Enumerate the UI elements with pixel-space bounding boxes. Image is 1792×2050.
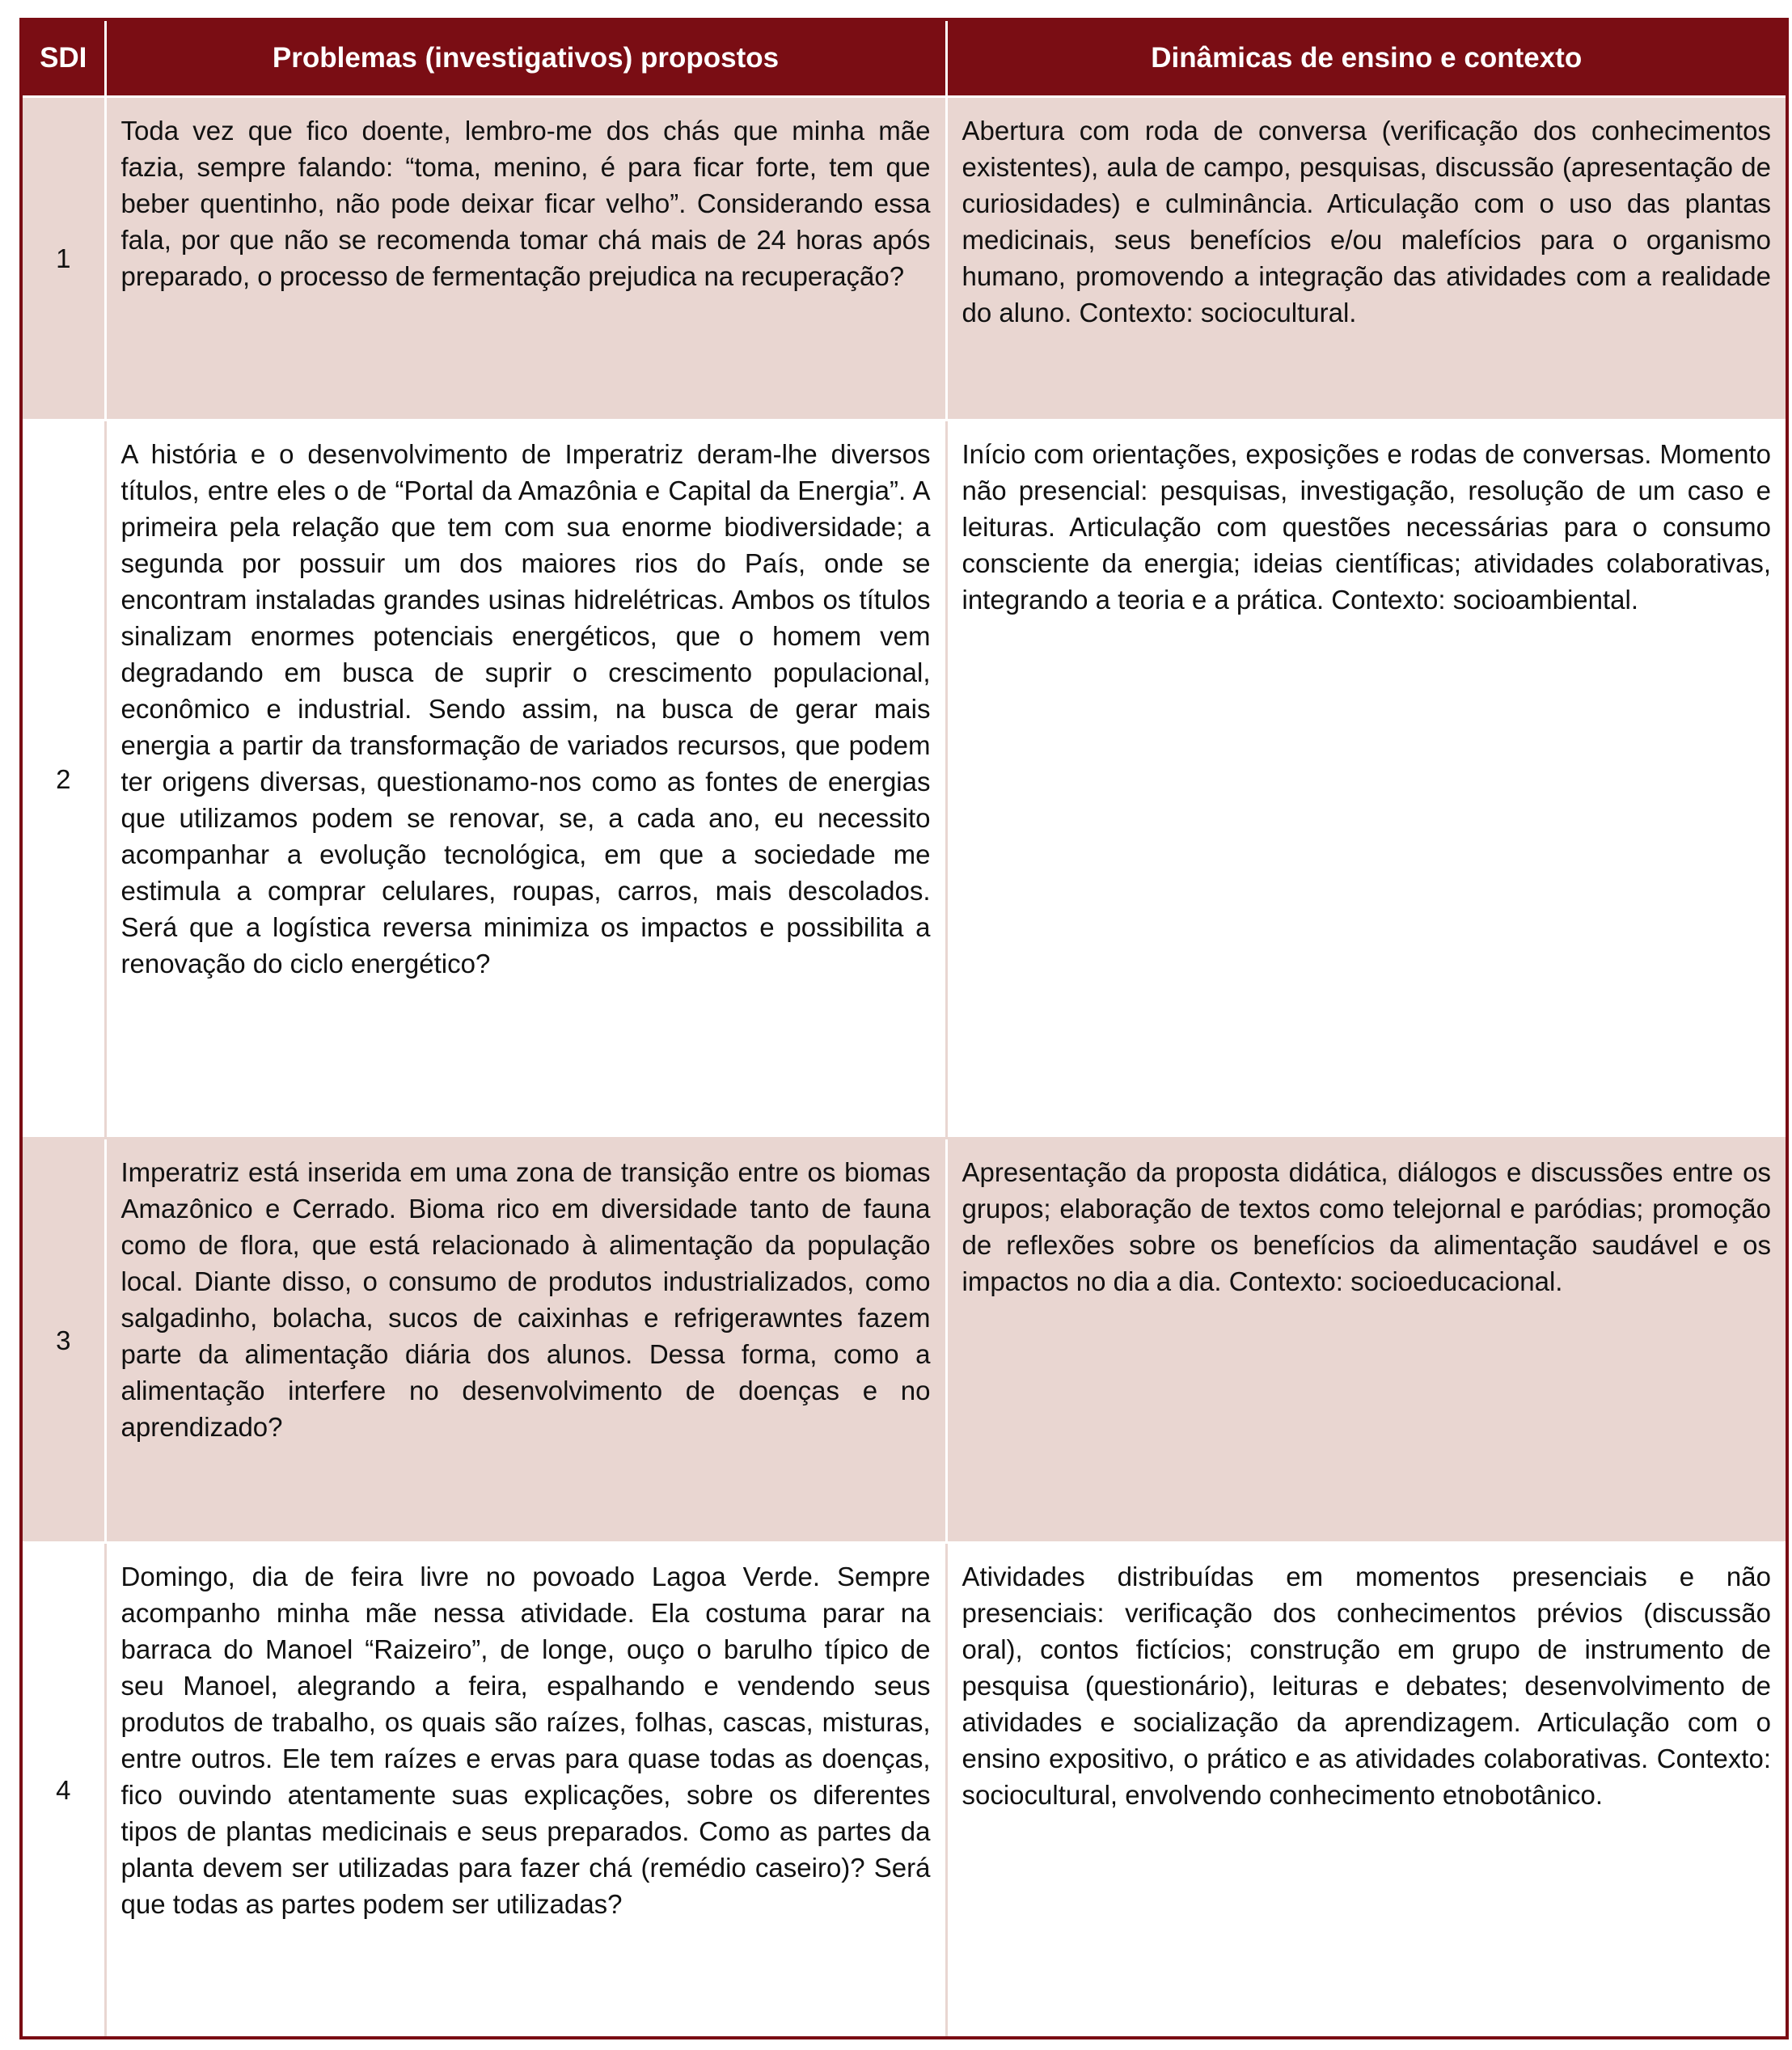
table-row	[21, 421, 1787, 1139]
problem-text: A história e o desenvolvimento de Imperatriz deram-lhe diversos títulos, entre eles o de “Portal da Amazônia e Capital da Energia”. A primeira pela relação que tem com sua enorme biodiversidade; a segunda por possuir um dos maiores rios do País, onde se encontram instaladas grandes usinas hidrelétricas. Ambos os títulos sinalizam enormes potenciais energéticos, que o homem vem degradando em busca de suprir o crescimento populacional, econômico e industrial. Sendo assim, na busca de gerar mais energia a partir da transformação de variados recursos, que podem ter origens diversas, questionamo-nos como as fontes de energias que utilizamos podem se renovar, se, a cada ano, eu necessito acompanhar a evolução tecnológica, em que a sociedade me estimula a comprar celulares, roupas, carros, mais descolados. Será que a logística reversa minimiza os impactos e possibilita a renovação do ciclo energético?	[105, 421, 946, 1139]
sdi-number: 1	[21, 97, 105, 421]
header-problems: Problemas (investigativos) propostos	[105, 19, 946, 97]
problem-text: Domingo, dia de feira livre no povoado Lagoa Verde. Sempre acompanho minha mãe nessa atividade. Ela costuma parar na barraca do Manoel “Raizeiro”, de longe, ouço o barulho típico de seu Manoel, alegrando a feira, espalhando e vendendo seus produtos de trabalho, os quais são raízes, folhas, cascas, misturas, entre outros. Ele tem raízes e ervas para quase todas as doenças, fico ouvindo atentamente suas explicações, sobre os diferentes tipos de plantas medicinais e seus preparados. Como as partes da planta devem ser utilizadas para fazer chá (remédio caseiro)? Será que todas as partes podem ser utilizadas?	[105, 1543, 946, 2038]
table-row	[21, 1543, 1787, 2038]
header-dynamics: Dinâmicas de ensino e contexto	[946, 19, 1787, 97]
sdi-number: 2	[21, 421, 105, 1139]
header-sdi: SDI	[21, 19, 105, 97]
problem-text: Toda vez que fico doente, lembro-me dos chás que minha mãe fazia, sempre falando: “toma, menino, é para ficar forte, tem que beber quentinho, não pode deixar ficar velho”. Considerando essa fala, por que não se recomenda tomar chá mais de 24 horas após preparado, o processo de fermentação prejudica na recuperação?	[105, 97, 946, 421]
sdi-number: 3	[21, 1139, 105, 1543]
table-row	[21, 1139, 1787, 1543]
sdi-number: 4	[21, 1543, 105, 2038]
table-row	[21, 97, 1787, 421]
dynamics-text: Abertura com roda de conversa (verificação dos conhecimentos existentes), aula de campo, pesquisas, discussão (apresentação de curiosidades) e culminância. Articulação com o uso das plantas medicinais, seus benefícios e/ou malefícios para o organismo humano, promovendo a integração das atividades com a realidade do aluno. Contexto: sociocultural.	[946, 97, 1787, 421]
sdi-table	[19, 18, 1789, 2039]
dynamics-text: Atividades distribuídas em momentos presenciais e não presenciais: verificação dos conhecimentos prévios (discussão oral), contos fictícios; construção em grupo de instrumento de pesquisa (questionário), leituras e debates; desenvolvimento de atividades e socialização da aprendizagem. Articulação com o ensino expositivo, o prático e as atividades colaborativas. Contexto: sociocultural, envolvendo conhecimento etnobotânico.	[946, 1543, 1787, 2038]
dynamics-text: Início com orientações, exposições e rodas de conversas. Momento não presencial: pesquisas, investigação, resolução de um caso e leituras. Articulação com questões necessárias para o consumo consciente da energia; ideias científicas; atividades colaborativas, integrando a teoria e a prática. Contexto: socioambiental.	[946, 421, 1787, 1139]
problem-text: Imperatriz está inserida em uma zona de transição entre os biomas Amazônico e Cerrado. Bioma rico em diversidade tanto de fauna como de flora, que está relacionado à alimentação da população local. Diante disso, o consumo de produtos industrializados, como salgadinho, bolacha, sucos de caixinhas e refrigerawntes fazem parte da alimentação diária dos alunos. Dessa forma, como a alimentação interfere no desenvolvimento de doenças e no aprendizado?	[105, 1139, 946, 1543]
dynamics-text: Apresentação da proposta didática, diálogos e discussões entre os grupos; elaboração de textos como telejornal e paródias; promoção de reflexões sobre os benefícios da alimentação saudável e os impactos no dia a dia. Contexto: socioeducacional.	[946, 1139, 1787, 1543]
table-header-row	[21, 19, 1787, 97]
